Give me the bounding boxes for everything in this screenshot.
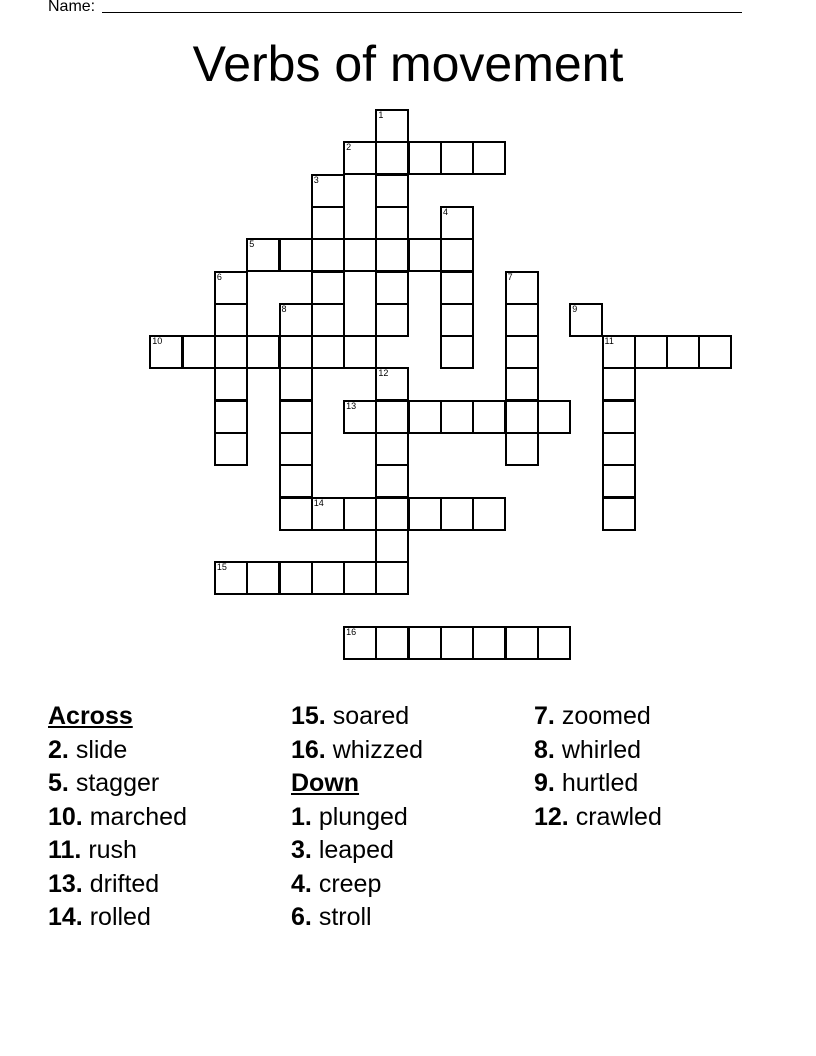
clue-num: 6. [291, 903, 312, 931]
crossword-cell[interactable] [311, 271, 345, 305]
clue-number: 6 [216, 271, 222, 282]
clue-number: 13 [346, 400, 357, 411]
crossword-cell[interactable] [408, 400, 442, 434]
clue-text: zoomed [561, 702, 651, 730]
crossword-cell[interactable] [311, 174, 345, 208]
across-clue [48, 801, 187, 835]
crossword-cell[interactable] [440, 335, 474, 369]
across-clue [48, 834, 187, 868]
clue-number: 1 [378, 110, 384, 120]
clue-text: stagger [75, 769, 160, 797]
crossword-cell[interactable] [408, 238, 442, 272]
crossword-cell[interactable] [214, 303, 248, 337]
crossword-cell[interactable] [602, 367, 636, 401]
crossword-cell[interactable] [375, 238, 409, 272]
clue-num: 4. [291, 869, 312, 898]
clue-text: rolled [89, 903, 151, 931]
crossword-cell[interactable] [602, 464, 636, 498]
crossword-cell[interactable] [440, 238, 474, 272]
crossword-cell[interactable] [472, 141, 506, 175]
clue-column-2 [291, 700, 423, 935]
crossword-cell[interactable] [343, 561, 377, 595]
crossword-cell[interactable] [279, 367, 313, 401]
clue-num: 13. [48, 869, 83, 898]
clue-num: 5. [48, 769, 69, 797]
crossword-cell[interactable] [440, 303, 474, 337]
crossword-cell[interactable] [311, 335, 345, 369]
down-clue [534, 700, 662, 734]
crossword-cell[interactable] [408, 626, 442, 660]
across-clue [48, 868, 187, 902]
clue-text: whizzed [332, 735, 424, 764]
crossword-cell[interactable] [311, 303, 345, 337]
down-clue [534, 767, 662, 801]
crossword-cell[interactable] [214, 561, 248, 595]
page-title: Verbs of movement [192, 36, 624, 92]
crossword-cell[interactable] [375, 174, 409, 208]
clue-num: 14. [48, 903, 83, 931]
down-clue [291, 868, 423, 902]
down-clue [291, 901, 423, 935]
clue-num: 12. [534, 802, 569, 831]
crossword-cell[interactable] [505, 271, 539, 305]
clue-text: slide [75, 735, 128, 764]
across-clue [48, 767, 187, 801]
clue-num: 7. [534, 702, 555, 730]
crossword-cell[interactable] [375, 529, 409, 563]
clue-number: 11 [604, 336, 614, 347]
clue-num: 9. [534, 769, 555, 797]
crossword-cell[interactable] [440, 497, 474, 531]
clue-text: rush [88, 836, 137, 864]
crossword-cell[interactable] [279, 238, 313, 272]
crossword-cell[interactable] [279, 400, 313, 434]
crossword-cell[interactable] [634, 335, 668, 369]
crossword-cell[interactable] [472, 626, 506, 660]
crossword-cell[interactable] [602, 497, 636, 531]
down-clue [291, 834, 423, 868]
crossword-cell[interactable] [375, 432, 409, 466]
crossword-cell[interactable] [440, 400, 474, 434]
crossword-cell[interactable] [214, 271, 248, 305]
down-clue [534, 801, 662, 835]
clue-num: 16. [291, 735, 326, 764]
clue-num: 11. [48, 836, 82, 864]
clue-number: 16 [346, 626, 357, 637]
crossword-cell[interactable] [279, 561, 313, 595]
crossword-cell[interactable] [214, 367, 248, 401]
clue-number: 15 [216, 562, 227, 573]
crossword-cell[interactable] [569, 303, 603, 337]
crossword-cell[interactable] [182, 335, 216, 369]
crossword-cell[interactable] [408, 141, 442, 175]
clue-text: hurtled [561, 769, 639, 797]
clue-column-3 [534, 700, 662, 834]
clue-number: 7 [507, 271, 513, 282]
clue-number: 8 [281, 303, 287, 314]
crossword-cell[interactable] [472, 497, 506, 531]
crossword-cell[interactable] [375, 464, 409, 498]
crossword-cell[interactable] [246, 238, 280, 272]
crossword-cell[interactable] [375, 303, 409, 337]
crossword-cell[interactable] [602, 400, 636, 434]
across-clue [291, 734, 423, 768]
crossword-cell[interactable] [375, 561, 409, 595]
crossword-cell[interactable] [440, 141, 474, 175]
clue-number: 9 [572, 303, 578, 314]
across-clue [48, 734, 187, 768]
crossword-cell[interactable] [602, 432, 636, 466]
clue-text: soared [332, 702, 410, 730]
crossword-cell[interactable] [279, 497, 313, 531]
down-clue [291, 801, 423, 835]
clue-number: 3 [313, 174, 319, 185]
crossword-cell[interactable] [375, 497, 409, 531]
clue-number: 5 [249, 239, 255, 250]
crossword-cell[interactable] [279, 303, 313, 337]
clue-number: 10 [152, 336, 163, 347]
crossword-cell[interactable] [505, 400, 539, 434]
crossword-cell[interactable] [311, 238, 345, 272]
clue-num: 15. [291, 702, 326, 730]
clue-number: 14 [313, 497, 324, 508]
crossword-cell[interactable] [279, 464, 313, 498]
across-clue [48, 901, 187, 935]
crossword-cell[interactable] [375, 109, 409, 143]
crossword-cell[interactable] [375, 206, 409, 240]
crossword-cell[interactable] [343, 238, 377, 272]
across-clue [291, 700, 423, 734]
crossword-cell[interactable] [505, 626, 539, 660]
crossword-cell[interactable] [343, 497, 377, 531]
crossword-cell[interactable] [214, 335, 248, 369]
crossword-cell[interactable] [537, 626, 571, 660]
crossword-cell[interactable] [505, 367, 539, 401]
crossword-cell[interactable] [246, 335, 280, 369]
down-heading: Down [291, 769, 360, 797]
clue-column-1 [48, 700, 187, 935]
across-heading: Across [48, 702, 133, 730]
crossword-cell[interactable] [246, 561, 280, 595]
crossword-cell[interactable] [279, 432, 313, 466]
clue-number: 12 [378, 368, 389, 379]
clue-text: leaped [318, 836, 394, 864]
crossword-cell[interactable] [602, 335, 636, 369]
name-label: Name: [48, 0, 96, 15]
crossword-cell[interactable] [505, 432, 539, 466]
clue-number: 4 [443, 206, 449, 217]
clue-number: 2 [346, 142, 352, 153]
crossword-cell[interactable] [440, 626, 474, 660]
crossword-cell[interactable] [343, 141, 377, 175]
crossword-cell[interactable] [214, 400, 248, 434]
crossword-cell[interactable] [440, 206, 474, 240]
clue-text: drifted [89, 869, 160, 898]
crossword-cell[interactable] [149, 335, 183, 369]
crossword-cell[interactable] [375, 367, 409, 401]
crossword-cell[interactable] [311, 206, 345, 240]
crossword-cell[interactable] [343, 626, 377, 660]
crossword-cell[interactable] [375, 400, 409, 434]
crossword-cell[interactable] [537, 400, 571, 434]
crossword-cell[interactable] [698, 335, 732, 369]
clue-num: 8. [534, 735, 555, 764]
crossword-cell[interactable] [311, 561, 345, 595]
crossword-cell[interactable] [505, 303, 539, 337]
crossword-cell[interactable] [375, 141, 409, 175]
crossword-cell[interactable] [408, 497, 442, 531]
crossword-cell[interactable] [311, 497, 345, 531]
clue-text: marched [89, 802, 187, 831]
clue-num: 3. [291, 836, 312, 864]
crossword-cell[interactable] [505, 335, 539, 369]
crossword-cell[interactable] [343, 400, 377, 434]
crossword-cell[interactable] [375, 626, 409, 660]
crossword-cell[interactable] [666, 335, 700, 369]
clue-num: 1. [291, 802, 312, 831]
clue-text: crawled [575, 802, 662, 831]
crossword-cell[interactable] [375, 271, 409, 305]
crossword-cell[interactable] [472, 400, 506, 434]
clue-text: whirled [561, 735, 642, 764]
crossword-cell[interactable] [343, 335, 377, 369]
clue-num: 2. [48, 735, 69, 764]
down-clue [534, 734, 662, 768]
crossword-cell[interactable] [279, 335, 313, 369]
clue-text: plunged [318, 802, 408, 831]
crossword-cell[interactable] [440, 271, 474, 305]
clue-text: stroll [318, 903, 372, 931]
crossword-cell[interactable] [214, 432, 248, 466]
clue-text: creep [318, 869, 382, 898]
clue-num: 10. [48, 802, 83, 831]
